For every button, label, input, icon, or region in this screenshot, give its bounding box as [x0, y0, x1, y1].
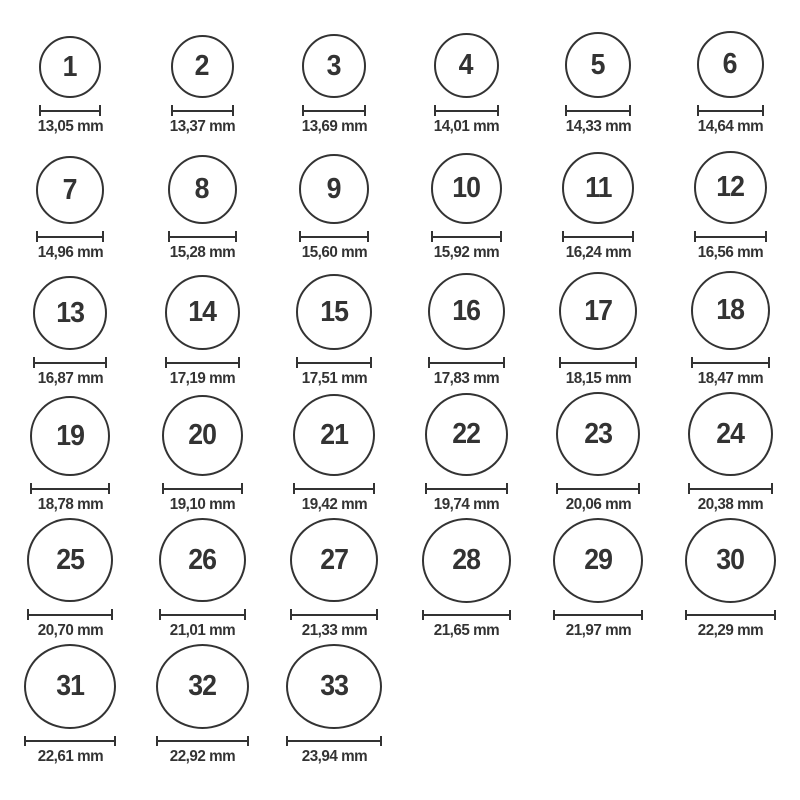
ring-number: 13	[56, 296, 84, 329]
ring-size-item	[136, 140, 268, 266]
measure-line	[293, 483, 375, 494]
measure-line-bar	[696, 236, 765, 238]
measure-line	[428, 357, 505, 368]
diameter-label: 21,65 mm	[433, 622, 499, 639]
ring-size-item	[136, 392, 268, 518]
ring-size-item	[268, 518, 400, 644]
diameter-label: 18,15 mm	[565, 370, 631, 387]
ring-size-item	[664, 518, 796, 644]
measure-line-bar	[561, 362, 635, 364]
ring-number: 14	[188, 296, 216, 328]
ring-number: 3	[327, 49, 341, 82]
ring-size-item	[664, 140, 796, 266]
ring-size-item	[532, 140, 664, 266]
measure-line	[165, 357, 240, 368]
measure-line	[688, 483, 773, 494]
measure-line-bar	[41, 110, 99, 112]
measure-line-bar	[558, 488, 638, 490]
ring-size-item	[136, 14, 268, 140]
measure-line	[39, 105, 101, 116]
ring-number: 17	[584, 294, 612, 327]
diameter-label: 23,94 mm	[301, 748, 367, 765]
measure-line-bar	[298, 362, 370, 364]
ring-circle	[168, 155, 237, 224]
ring-number: 11	[584, 171, 612, 204]
diameter-label: 13,69 mm	[301, 118, 367, 135]
diameter-label: 15,92 mm	[433, 244, 499, 261]
ring-circle	[290, 518, 378, 602]
ring-number: 7	[63, 173, 77, 206]
diameter-label: 20,70 mm	[37, 622, 103, 639]
diameter-label: 20,06 mm	[565, 496, 631, 513]
measure-line-bar	[35, 362, 105, 364]
ring-number: 22	[452, 418, 480, 450]
ring-number: 26	[188, 543, 216, 576]
ring-size-item	[268, 392, 400, 518]
ring-circle	[165, 275, 240, 350]
measure-line-bar	[292, 614, 376, 616]
measure-line-bar	[295, 488, 373, 490]
measure-line-bar	[687, 614, 774, 616]
measure-line-bar	[564, 236, 632, 238]
diameter-label: 21,01 mm	[169, 622, 235, 639]
measure-line	[24, 736, 116, 746]
measure-line	[171, 105, 234, 116]
ring-circle	[302, 34, 366, 98]
measure-line-bar	[433, 236, 500, 238]
measure-line-bar	[690, 488, 771, 490]
measure-line-bar	[170, 236, 235, 238]
ring-size-item	[400, 266, 532, 392]
diameter-label: 20,38 mm	[697, 496, 763, 513]
measure-line	[33, 357, 107, 368]
measure-line	[27, 609, 113, 620]
diameter-label: 15,60 mm	[301, 244, 367, 261]
ring-circle	[299, 154, 369, 224]
diameter-label: 13,37 mm	[169, 118, 235, 135]
ring-circle	[562, 152, 634, 224]
ring-size-item	[532, 266, 664, 392]
ring-number: 15	[320, 295, 348, 328]
ring-size-item	[400, 140, 532, 266]
ring-circle	[27, 518, 113, 602]
ring-size-item	[4, 140, 136, 266]
ring-size-item	[532, 518, 664, 644]
diameter-label: 16,87 mm	[37, 370, 103, 387]
ring-number: 23	[584, 417, 612, 450]
ring-number: 18	[716, 294, 744, 326]
diameter-label: 15,28 mm	[169, 244, 235, 261]
ring-size-item	[4, 644, 136, 770]
ring-number: 21	[320, 418, 348, 451]
diameter-label: 21,33 mm	[301, 622, 367, 639]
ring-number: 30	[716, 543, 744, 576]
measure-line	[162, 483, 243, 494]
ring-circle	[33, 276, 107, 350]
measure-line	[425, 483, 508, 494]
ring-size-item	[136, 518, 268, 644]
diameter-label: 14,01 mm	[433, 118, 499, 135]
ring-size-item	[136, 644, 268, 770]
ring-size-item	[400, 14, 532, 140]
diameter-label: 17,83 mm	[433, 370, 499, 387]
ring-size-item	[136, 266, 268, 392]
ring-circle	[39, 36, 101, 98]
measure-line	[685, 610, 776, 620]
ring-size-item	[400, 392, 532, 518]
ring-size-item	[268, 266, 400, 392]
ring-circle	[565, 32, 631, 98]
diameter-label: 16,24 mm	[565, 244, 631, 261]
ring-number: 31	[56, 669, 84, 702]
ring-number: 4	[459, 49, 473, 81]
diameter-label: 18,47 mm	[697, 370, 763, 387]
measure-line	[286, 736, 382, 746]
ring-number: 9	[327, 172, 341, 205]
ring-circle	[685, 518, 776, 603]
measure-line-bar	[173, 110, 232, 112]
measure-line-bar	[427, 488, 506, 490]
measure-line	[156, 736, 249, 746]
measure-line	[36, 231, 104, 242]
ring-number: 6	[723, 48, 737, 80]
measure-line-bar	[693, 362, 768, 364]
ring-circle	[559, 272, 637, 350]
measure-line-bar	[567, 110, 629, 112]
ring-circle	[428, 273, 505, 350]
ring-size-item	[664, 14, 796, 140]
ring-size-item	[664, 392, 796, 518]
ring-number: 8	[195, 173, 209, 205]
measure-line	[697, 105, 764, 116]
diameter-label: 14,33 mm	[565, 118, 631, 135]
ring-circle	[162, 395, 243, 476]
measure-line-bar	[32, 488, 108, 490]
ring-number: 27	[320, 543, 348, 576]
diameter-label: 22,92 mm	[169, 748, 235, 765]
ring-number: 5	[591, 48, 605, 81]
measure-line	[565, 105, 631, 116]
ring-size-item	[532, 392, 664, 518]
ring-size-item	[4, 392, 136, 518]
diameter-label: 14,96 mm	[37, 244, 103, 261]
measure-line	[296, 357, 372, 368]
measure-line	[559, 357, 637, 368]
ring-size-item	[532, 14, 664, 140]
measure-line-bar	[301, 236, 367, 238]
measure-line	[422, 610, 511, 620]
ring-circle	[434, 33, 499, 98]
ring-number: 25	[56, 543, 84, 576]
measure-line-bar	[26, 740, 114, 742]
diameter-label: 17,19 mm	[169, 370, 235, 387]
measure-line-bar	[288, 740, 380, 742]
diameter-label: 17,51 mm	[301, 370, 367, 387]
ring-circle	[30, 396, 110, 476]
diameter-label: 19,74 mm	[433, 496, 499, 513]
ring-circle	[688, 392, 773, 476]
measure-line	[434, 105, 499, 116]
ring-number: 16	[452, 295, 480, 327]
ring-circle	[159, 518, 246, 602]
ring-circle	[694, 151, 767, 224]
ring-size-grid	[4, 14, 796, 770]
measure-line	[691, 357, 770, 368]
diameter-label: 19,10 mm	[169, 496, 235, 513]
ring-circle	[24, 644, 116, 729]
ring-size-item	[664, 266, 796, 392]
measure-line	[302, 105, 366, 116]
measure-line-bar	[699, 110, 762, 112]
measure-line	[562, 231, 634, 242]
ring-number: 32	[188, 669, 216, 702]
ring-circle	[296, 274, 372, 350]
measure-line-bar	[29, 614, 111, 616]
ring-circle	[286, 644, 382, 729]
measure-line	[694, 231, 767, 242]
measure-line	[299, 231, 369, 242]
diameter-label: 19,42 mm	[301, 496, 367, 513]
measure-line-bar	[161, 614, 244, 616]
ring-number: 24	[716, 417, 744, 450]
ring-number: 28	[452, 543, 480, 576]
measure-line-bar	[304, 110, 364, 112]
diameter-label: 22,61 mm	[37, 748, 103, 765]
ring-circle	[697, 31, 764, 98]
ring-number: 1	[63, 50, 77, 83]
measure-line	[431, 231, 502, 242]
measure-line-bar	[164, 488, 241, 490]
measure-line-bar	[555, 614, 641, 616]
measure-line-bar	[436, 110, 497, 112]
measure-line-bar	[38, 236, 102, 238]
measure-line	[290, 609, 378, 620]
measure-line	[159, 609, 246, 620]
measure-line-bar	[167, 362, 238, 364]
ring-circle	[556, 392, 640, 476]
diameter-label: 18,78 mm	[37, 496, 103, 513]
ring-number: 19	[56, 419, 84, 452]
ring-circle	[293, 394, 375, 476]
ring-number: 12	[716, 171, 744, 203]
ring-number: 29	[584, 543, 612, 576]
ring-circle	[156, 644, 249, 729]
ring-size-item	[268, 140, 400, 266]
ring-circle	[425, 393, 508, 476]
measure-line-bar	[430, 362, 503, 364]
ring-number: 2	[195, 50, 209, 82]
measure-line	[168, 231, 237, 242]
ring-circle	[553, 518, 643, 603]
diameter-label: 14,64 mm	[697, 118, 763, 135]
ring-number: 20	[188, 419, 216, 451]
ring-size-item	[400, 518, 532, 644]
measure-line	[30, 483, 110, 494]
ring-size-item	[4, 518, 136, 644]
ring-size-item	[4, 14, 136, 140]
ring-circle	[36, 156, 104, 224]
ring-circle	[431, 153, 502, 224]
ring-size-item	[268, 14, 400, 140]
ring-circle	[422, 518, 511, 603]
ring-number: 10	[452, 172, 480, 204]
measure-line-bar	[158, 740, 247, 742]
measure-line-bar	[424, 614, 509, 616]
ring-circle	[691, 271, 770, 350]
measure-line	[556, 483, 640, 494]
diameter-label: 21,97 mm	[565, 622, 631, 639]
ring-circle	[171, 35, 234, 98]
ring-size-item	[268, 644, 400, 770]
measure-line	[553, 610, 643, 620]
ring-size-item	[4, 266, 136, 392]
diameter-label: 22,29 mm	[697, 622, 763, 639]
ring-number: 33	[320, 670, 348, 703]
diameter-label: 16,56 mm	[697, 244, 763, 261]
diameter-label: 13,05 mm	[37, 118, 103, 135]
